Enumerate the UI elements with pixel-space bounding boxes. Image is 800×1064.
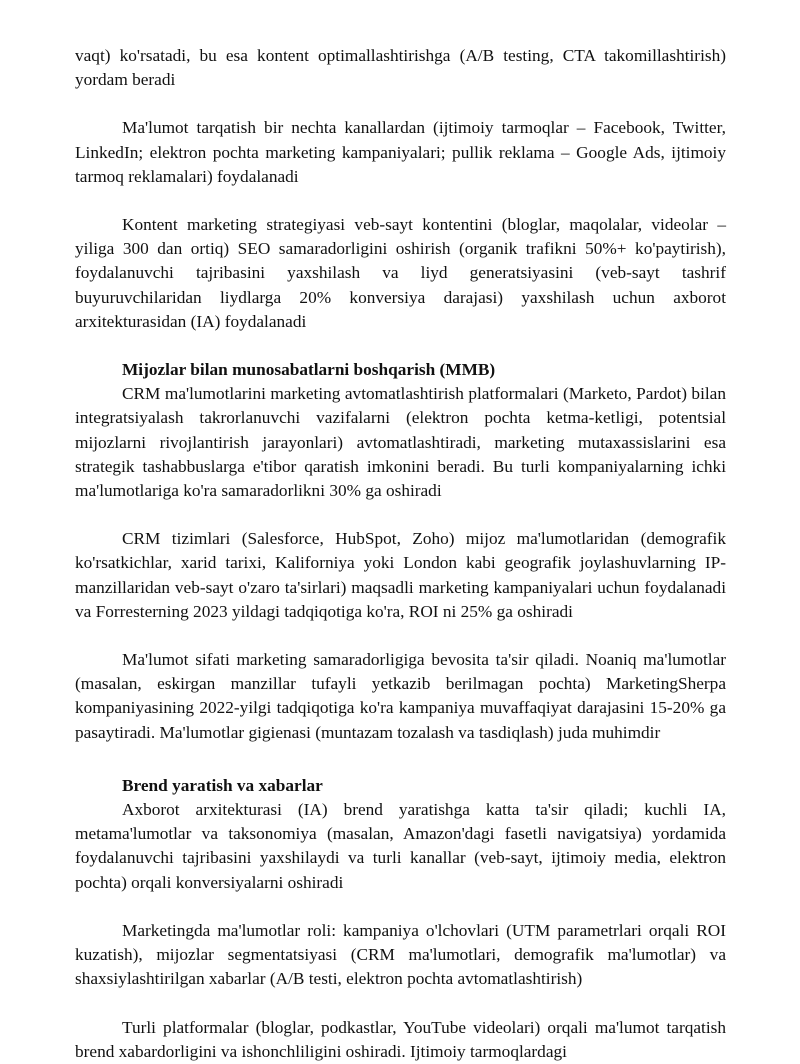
body-paragraph: Turli platformalar (bloglar, podkastlar, YouTube videolari) orqali ma'lumot tarqatish brend xabardorligini va ishonchliligini oshiradi. Ijtimoiy tarmoqlardagi <box>75 1017 726 1061</box>
document-body <box>75 44 726 1064</box>
body-paragraph: Axborot arxitekturasi (IA) brend yaratishga katta ta'sir qiladi; kuchli IA, metama'lumotlar va taksonomiya (masalan, Amazon'dagi fasetli navigatsiya) yordamida foydalanuvchi tajribasini yaxshilaydi va turli kanallar (veb-sayt, ijtimoiy media, elektron pochta) orqali konversiyalarni oshiradi <box>75 800 726 892</box>
section-heading: Brend yaratish va xabarlar <box>122 775 323 795</box>
body-paragraph: Ma'lumot sifati marketing samaradorligiga bevosita ta'sir qiladi. Noaniq ma'lumotlar (masalan, eskirgan manzillar tufayli yetkazib berilmagan pochta) MarketingSherpa kompaniyasining 2022-yilgi tadqiqotiga ko'ra kampaniya muvaffaqiyat darajasini 15-20% ga pasaytiradi. Ma'lumotlar gigienasi (muntazam tozalash va tasdiqlash) juda muhimdir <box>75 650 726 742</box>
body-paragraph: CRM tizimlari (Salesforce, HubSpot, Zoho) mijoz ma'lumotlaridan (demografik ko'rsatkichlar, xarid tarixi, Kaliforniya yoki London kabi geografik joylashuvlarning IP-manzillaridan veb-sayt o'zaro ta'sirlari) maqsadli marketing kampaniyalari uchun foydalanadi va Forresterning 2023 yildagi tadqiqotiga ko'ra, ROI ni 25% ga oshiradi <box>75 529 726 621</box>
continuation-paragraph: vaqt) ko'rsatadi, bu esa kontent optimallashtirishga (A/B testing, CTA takomillashtirish) yordam beradi <box>75 46 726 90</box>
section-heading: Mijozlar bilan munosabatlarni boshqarish (MMB) <box>122 360 496 380</box>
body-paragraph: CRM ma'lumotlarini marketing avtomatlashtirish platformalari (Marketo, Pardot) bilan integratsiyalash takrorlanuvchi vazifalarni (elektron pochta ketma-ketligi, potentsial mijozlarni rivojlantirish jarayonlari) avtomatlashtiradi, marketing mutaxassislarini esa strategik tashabbuslarga e'tibor qaratish imkonini beradi. Bu turli kompaniyalarning ichki ma'lumotlariga ko'ra samaradorlikni 30% ga oshiradi <box>75 384 726 501</box>
body-paragraph: Ma'lumot tarqatish bir nechta kanallardan (ijtimoiy tarmoqlar – Facebook, Twitter, LinkedIn; elektron pochta marketing kampaniyalari; pullik reklama – Google Ads, ijtimoiy tarmoq reklamalari) foydalanadi <box>75 118 726 186</box>
body-paragraph: Kontent marketing strategiyasi veb-sayt kontentini (bloglar, maqolalar, videolar – yiliga 300 dan ortiq) SEO samaradorligini oshirish (organik trafikni 50%+ ko'paytirish), foydalanuvchi tajribasini yaxshilash va liyd generatsiyasini (veb-sayt tashrif buyuruvchilaridan liydlarga 20% konversiya darajasi) yaxshilash uchun axborot arxitekturasidan (IA) foydalanadi <box>75 215 726 331</box>
body-paragraph: Marketingda ma'lumotlar roli: kampaniya o'lchovlari (UTM parametrlari orqali ROI kuzatish), mijozlar segmentatsiyasi (CRM ma'lumotlari, demografik ma'lumotlar) va shaxsiylashtirilgan xabarlar (A/B testi, elektron pochta avtomatlashtirish) <box>75 920 726 989</box>
